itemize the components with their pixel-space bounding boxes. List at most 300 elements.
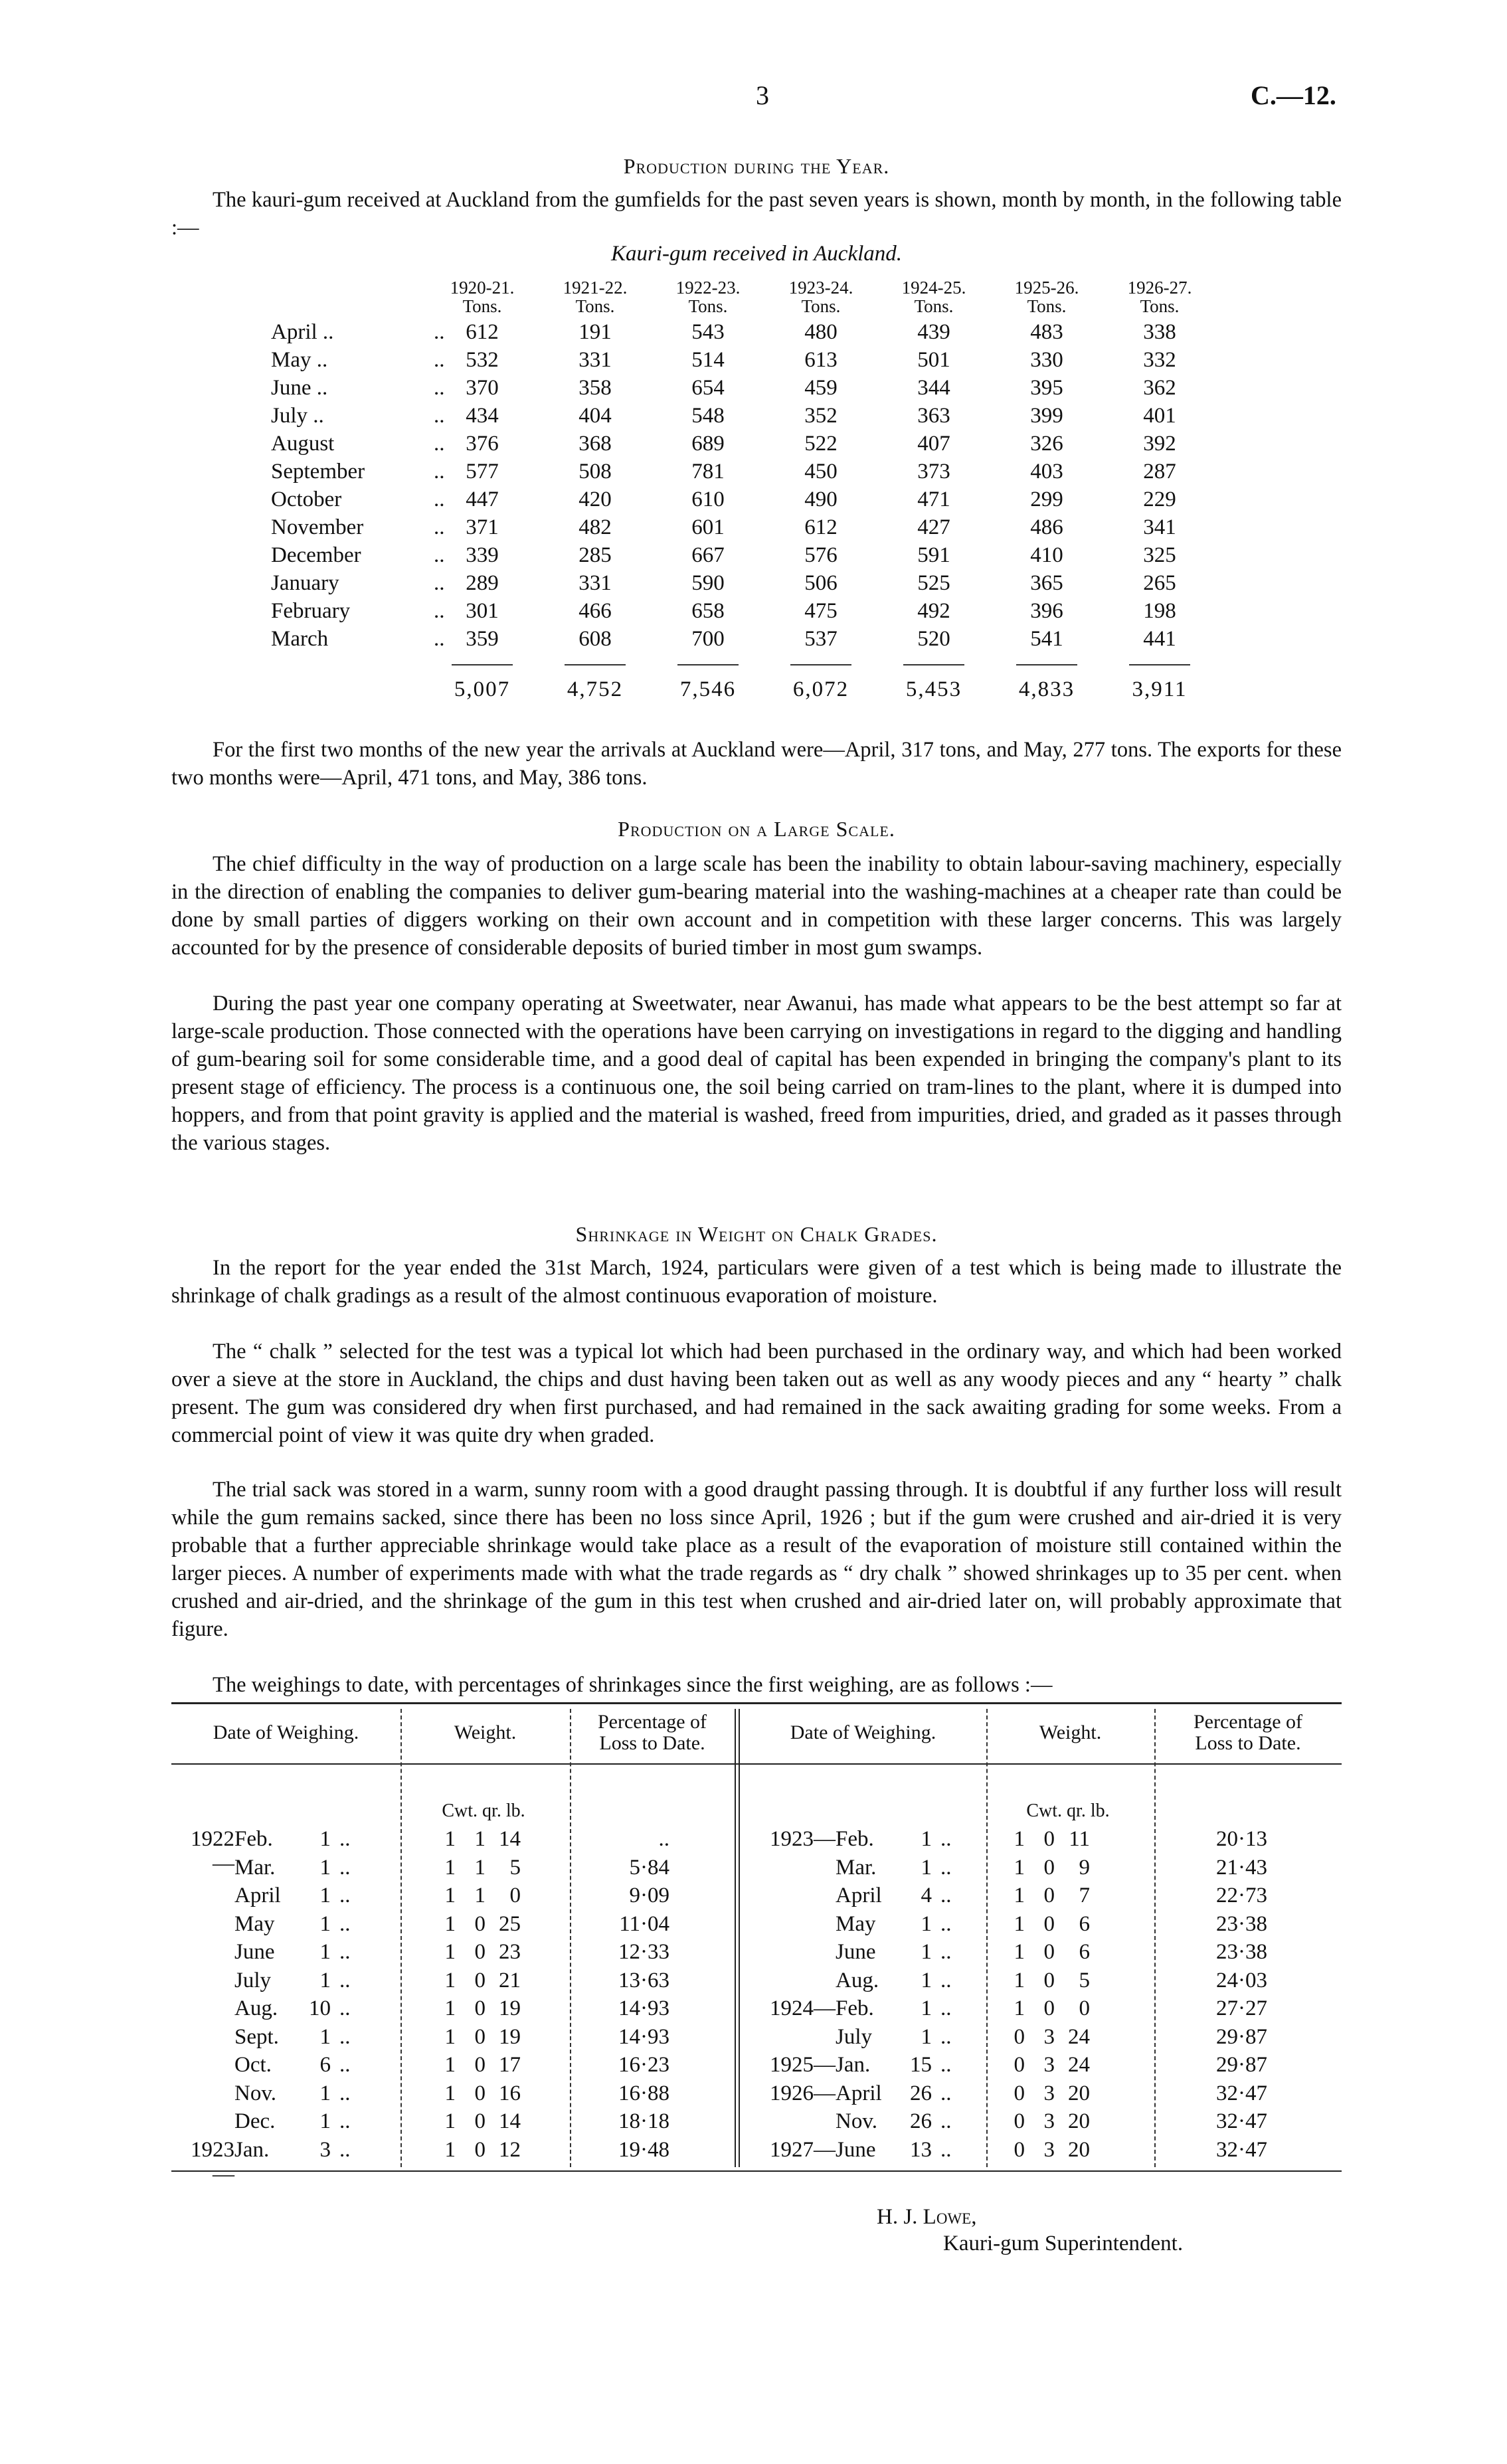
table-cell: 459 [804, 376, 838, 400]
table-top-rule [171, 1702, 1342, 1704]
day-label: 1 [319, 1827, 331, 1851]
paragraph-large-scale-1 [171, 850, 1342, 962]
weight-lb: 14 [499, 1827, 521, 1851]
column-header-unit: Tons. [801, 296, 841, 316]
total-rule [452, 664, 513, 665]
table-cell: 371 [466, 515, 499, 539]
column-header-year: 1926-27. [1127, 278, 1192, 298]
table-cell: 301 [466, 599, 499, 623]
month-label: April [836, 1884, 882, 1907]
table-cell: 289 [466, 571, 499, 595]
weight-lb: 24 [1068, 2024, 1090, 2049]
day-label: 1 [921, 1911, 932, 1936]
weight-qr: 0 [474, 2024, 486, 2049]
weight-qr: 0 [474, 2081, 486, 2105]
table-cell: 447 [466, 487, 499, 511]
percentage-loss: 19·48 [618, 2137, 669, 2162]
weight-lb: 6 [1079, 1940, 1090, 1964]
weight-cwt: 0 [1014, 2081, 1025, 2105]
weight-lb: 23 [499, 1940, 521, 1964]
units-label-right: Cwt. qr. lb. [1026, 1801, 1110, 1821]
day-label: 4 [921, 1884, 932, 1907]
table-cell: 506 [804, 571, 838, 595]
month-label: Feb. [836, 1996, 874, 2020]
leader-dots: .. [434, 404, 445, 428]
total-cell: 6,072 [792, 677, 849, 701]
total-rule [903, 664, 964, 665]
table-cell: 359 [466, 627, 499, 651]
weight-qr: 3 [1043, 2081, 1055, 2105]
table-cell: 608 [578, 627, 612, 651]
day-label: 1 [319, 1968, 331, 1992]
leader-dots: .. [940, 1968, 952, 1992]
table-cell: 299 [1030, 487, 1063, 511]
leader-dots: .. [434, 348, 445, 372]
paragraph-text: The chief difficulty in the way of production on a large scale has been the inability to obtain labour-saving machinery, especially in the direction of enabling the companies to deliver gum-bearing material into the washing-machines at a cheaper rate than could be done by small parties of diggers working on their own account and in competition with these larger concerns. This was largely accounted for by the presence of considerable deposits of buried timber in most gum swamps. [171, 852, 1342, 960]
leader-dots: .. [434, 599, 445, 623]
month-label: Nov. [836, 2109, 877, 2133]
units-label-left: Cwt. qr. lb. [442, 1801, 525, 1821]
day-label: 1 [319, 1940, 331, 1964]
leader-dots: .. [940, 2081, 952, 2105]
table-cell: 331 [578, 348, 612, 372]
day-label: 1 [921, 1996, 932, 2020]
leader-dots: .. [339, 2053, 351, 2077]
table-cell: 368 [578, 432, 612, 456]
section-heading-large-scale: Production on a Large Scale. [618, 817, 895, 841]
table-cell: 475 [804, 599, 838, 623]
table-cell: 482 [578, 515, 612, 539]
month-label: April [836, 2081, 882, 2105]
table-cell: 548 [691, 404, 725, 428]
table-cell: 492 [917, 599, 950, 623]
year-label: 1922— [191, 1827, 234, 1876]
total-cell: 3,911 [1132, 677, 1188, 701]
table-cell: 483 [1030, 320, 1063, 344]
weight-qr: 0 [1043, 1911, 1055, 1936]
table-cell: 330 [1030, 348, 1063, 372]
leader-dots: .. [339, 1968, 351, 1992]
weight-cwt: 0 [1014, 2109, 1025, 2133]
month-label: September [271, 460, 365, 484]
day-label: 26 [910, 2109, 932, 2133]
percentage-loss: 12·33 [618, 1940, 669, 1964]
table-cell: 700 [691, 627, 725, 651]
table-cell: 525 [917, 571, 950, 595]
table-cell: 522 [804, 432, 838, 456]
weighing-row [171, 2081, 1342, 2111]
table-cell: 613 [804, 348, 838, 372]
leader-dots: .. [339, 2024, 351, 2049]
table-cell: 365 [1030, 571, 1063, 595]
paragraph-shrinkage-3 [171, 1476, 1342, 1643]
month-label: March [271, 627, 329, 651]
month-label: Feb. [234, 1827, 273, 1851]
weight-cwt: 0 [1014, 2053, 1025, 2077]
table-cell: 601 [691, 515, 725, 539]
header-text: Percentage of [1193, 1711, 1303, 1733]
leader-dots: .. [940, 1827, 952, 1851]
month-label: April .. [271, 320, 334, 344]
leader-dots: .. [339, 1884, 351, 1907]
table-cell: 198 [1143, 599, 1176, 623]
month-label: Jan. [234, 2137, 270, 2162]
weight-cwt: 1 [444, 1996, 456, 2020]
day-label: 3 [319, 2137, 331, 2162]
leader-dots: .. [339, 1996, 351, 2020]
day-label: 15 [910, 2053, 932, 2077]
month-label: December [271, 543, 361, 567]
column-header-year: 1923-24. [788, 278, 853, 298]
year-label: 1923— [770, 1827, 836, 1851]
day-label: 1 [921, 2024, 932, 2049]
total-cell: 7,546 [679, 677, 737, 701]
year-label: 1923— [191, 2137, 234, 2186]
percentage-loss: 18·18 [618, 2109, 669, 2133]
weight-lb: 20 [1068, 2137, 1090, 2162]
table-cell: 363 [917, 404, 950, 428]
table-cell: 392 [1143, 432, 1176, 456]
leader-dots: .. [434, 627, 445, 651]
total-cell: 5,453 [905, 677, 962, 701]
total-rule [677, 664, 739, 665]
weight-cwt: 1 [444, 2137, 456, 2162]
table-cell: 576 [804, 543, 838, 567]
month-label: June .. [271, 376, 328, 400]
leader-dots: .. [940, 2024, 952, 2049]
table-cell: 610 [691, 487, 725, 511]
percentage-loss: 14·93 [618, 2024, 669, 2049]
weight-cwt: 1 [444, 1911, 456, 1936]
leader-dots: .. [940, 2137, 952, 2162]
day-label: 1 [921, 1855, 932, 1880]
table-cell: 403 [1030, 460, 1063, 484]
table-cell: 537 [804, 627, 838, 651]
percentage-loss: 22·73 [1216, 1884, 1267, 1907]
weight-cwt: 0 [1014, 2024, 1025, 2049]
day-label: 1 [319, 2109, 331, 2133]
table-cell: 373 [917, 460, 950, 484]
table-cell: 466 [578, 599, 612, 623]
table-cell: 654 [691, 376, 725, 400]
weight-qr: 0 [1043, 1827, 1055, 1851]
table-cell: 331 [578, 571, 612, 595]
table-caption: Kauri-gum received in Auckland. [610, 242, 903, 266]
weight-lb: 25 [499, 1911, 521, 1936]
percentage-loss: 27·27 [1216, 1996, 1267, 2020]
month-label: Sept. [234, 2024, 279, 2049]
signature-title: Kauri-gum Superintendent. [943, 2232, 1184, 2255]
day-label: 1 [319, 2081, 331, 2105]
year-label: 1925— [770, 2053, 836, 2077]
percentage-loss: 13·63 [618, 1968, 669, 1992]
month-label: Aug. [836, 1968, 879, 1992]
column-header-unit: Tons. [1027, 296, 1067, 316]
weight-cwt: 1 [1014, 1827, 1025, 1851]
year-label: 1926— [770, 2081, 836, 2105]
weighings-table [171, 1702, 1342, 2186]
weight-lb: 0 [509, 1884, 521, 1907]
leader-dots: .. [434, 571, 445, 595]
month-label: Oct. [234, 2053, 272, 2077]
month-label: October [271, 487, 342, 511]
weight-lb: 0 [1079, 1996, 1090, 2020]
table-cell: 689 [691, 432, 725, 456]
total-cell: 4,752 [567, 677, 624, 701]
weighing-row [171, 2025, 1342, 2054]
paragraph-large-scale-2 [171, 990, 1342, 1157]
weight-qr: 0 [474, 2109, 486, 2133]
day-label: 1 [319, 2024, 331, 2049]
day-label: 1 [319, 1884, 331, 1907]
table-cell: 352 [804, 404, 838, 428]
section-heading-shrinkage: Shrinkage in Weight on Chalk Grades. [575, 1222, 938, 1246]
table-cell: 338 [1143, 320, 1176, 344]
month-label: May [234, 1911, 275, 1936]
column-header-year: 1920-21. [450, 278, 515, 298]
weighing-row [171, 1969, 1342, 1998]
column-header-unit: Tons. [688, 296, 728, 316]
weight-lb: 20 [1068, 2081, 1090, 2105]
leader-dots: .. [940, 1940, 952, 1964]
weight-lb: 20 [1068, 2109, 1090, 2133]
leader-dots: .. [940, 1911, 952, 1936]
table-cell: 612 [804, 515, 838, 539]
table-cell: 781 [691, 460, 725, 484]
column-header-unit: Tons. [1140, 296, 1180, 316]
weight-lb: 17 [499, 2053, 521, 2077]
table-cell: 407 [917, 432, 950, 456]
table-cell: 486 [1030, 515, 1063, 539]
table-cell: 191 [578, 320, 612, 344]
percentage-loss: 20·13 [1216, 1827, 1267, 1851]
weighing-row [171, 1884, 1342, 1913]
percentage-loss: 32·47 [1216, 2137, 1267, 2162]
table-cell: 439 [917, 320, 950, 344]
header-weight-right: Weight. [1039, 1721, 1102, 1743]
day-label: 1 [319, 1911, 331, 1936]
weight-cwt: 1 [1014, 1940, 1025, 1964]
table-cell: 287 [1143, 460, 1176, 484]
signature-name: H. J. Lowe, [877, 2205, 977, 2229]
weight-qr: 3 [1043, 2024, 1055, 2049]
weight-lb: 12 [499, 2137, 521, 2162]
column-header-year: 1924-25. [901, 278, 966, 298]
percentage-loss: 11·04 [619, 1911, 669, 1936]
month-label: Aug. [234, 1996, 278, 2020]
table-cell: 344 [917, 376, 950, 400]
weight-qr: 0 [474, 2053, 486, 2077]
weight-qr: 0 [1043, 1855, 1055, 1880]
percentage-loss: 23·38 [1216, 1911, 1267, 1936]
percentage-loss: 9·09 [629, 1884, 669, 1907]
table-bottom-rule [171, 2170, 1342, 2172]
table-cell: 577 [466, 460, 499, 484]
table-cell: 325 [1143, 543, 1176, 567]
weighing-row [171, 1827, 1342, 1856]
weight-qr: 0 [474, 1940, 486, 1964]
percentage-loss: 16·88 [618, 2081, 669, 2105]
weight-cwt: 0 [1014, 2137, 1025, 2162]
day-label: 10 [309, 1996, 331, 2020]
table-cell: 434 [466, 404, 499, 428]
leader-dots: .. [940, 2053, 952, 2077]
weight-qr: 0 [1043, 1884, 1055, 1907]
leader-dots: .. [339, 1855, 351, 1880]
total-cell: 5,007 [454, 677, 511, 701]
header-weight-left: Weight. [454, 1721, 517, 1743]
column-header-unit: Tons. [462, 296, 502, 316]
month-label: June [836, 2137, 876, 2162]
table-cell: 658 [691, 599, 725, 623]
header-text: Loss to Date. [1195, 1732, 1301, 1754]
leader-dots: .. [434, 432, 445, 456]
leader-dots: .. [940, 1884, 952, 1907]
year-label: 1924— [770, 1996, 836, 2020]
header-date-right: Date of Weighing. [790, 1721, 936, 1743]
leader-dots: .. [339, 1827, 351, 1851]
weight-cwt: 1 [444, 1884, 456, 1907]
weight-qr: 0 [474, 1968, 486, 1992]
total-rule [1016, 664, 1077, 665]
weight-qr: 0 [474, 1911, 486, 1936]
month-label: Mar. [234, 1855, 276, 1880]
weight-qr: 1 [474, 1827, 486, 1851]
total-rule [790, 664, 851, 665]
weight-lb: 11 [1069, 1827, 1090, 1851]
weighing-row [171, 1912, 1342, 1941]
weight-lb: 16 [499, 2081, 521, 2105]
total-rule [1129, 664, 1190, 665]
paragraph-text: The kauri-gum received at Auckland from the gumfields for the past seven years is shown, month by month, in the following table :— [171, 188, 1342, 240]
day-label: 1 [921, 1827, 932, 1851]
table-cell: 590 [691, 571, 725, 595]
weight-lb: 9 [1079, 1855, 1090, 1880]
percentage-loss: 32·47 [1216, 2109, 1267, 2133]
weight-cwt: 1 [444, 1968, 456, 1992]
header-pct-left [570, 1712, 735, 1754]
table-cell: 339 [466, 543, 499, 567]
table-cell: 376 [466, 432, 499, 456]
leader-dots: .. [339, 2081, 351, 2105]
page-number: 3 [756, 80, 769, 110]
day-label: 1 [921, 1940, 932, 1964]
weight-qr: 0 [1043, 1968, 1055, 1992]
day-label: 1 [319, 1855, 331, 1880]
percentage-loss: 24·03 [1216, 1968, 1267, 1992]
table-cell: 441 [1143, 627, 1176, 651]
weight-cwt: 1 [1014, 1968, 1025, 1992]
weight-cwt: 1 [444, 2081, 456, 2105]
leader-dots: .. [434, 376, 445, 400]
weight-cwt: 1 [444, 1827, 456, 1851]
paragraph-intro [171, 186, 1342, 242]
paragraph-text: The “ chalk ” selected for the test was a typical lot which had been purchased in the ordinary way, and which had been worked over a sieve at the store in Auckland, the chips and dust having been taken out as well as any woody pieces and any “ hearty ” chalk present. The gum was considered dry when first purchased, and had remained in the sack awaiting grading for some weeks. From a commercial point of view it was quite dry when graded. [171, 1340, 1342, 1447]
paragraph-text: The weighings to date, with percentages of shrinkages since the first weighing, are as follows :— [213, 1673, 1053, 1697]
table-cell: 396 [1030, 599, 1063, 623]
table-cell: 591 [917, 543, 950, 567]
month-label: Dec. [234, 2109, 276, 2133]
percentage-loss: 32·47 [1216, 2081, 1267, 2105]
header-text: Percentage of [597, 1711, 707, 1733]
weight-cwt: 1 [1014, 1996, 1025, 2020]
table-cell: 543 [691, 320, 725, 344]
month-label: July [836, 2024, 873, 2049]
month-label: May [836, 1911, 876, 1936]
month-label: Nov. [234, 2081, 276, 2105]
table-cell: 404 [578, 404, 612, 428]
table-cell: 427 [917, 515, 950, 539]
column-header-unit: Tons. [575, 296, 615, 316]
weight-cwt: 1 [444, 1940, 456, 1964]
table-cell: 370 [466, 376, 499, 400]
weight-lb: 24 [1068, 2053, 1090, 2077]
table-cell: 480 [804, 320, 838, 344]
table-cell: 541 [1030, 627, 1063, 651]
percentage-loss: 23·38 [1216, 1940, 1267, 1964]
leader-dots: .. [434, 320, 445, 344]
weight-lb: 14 [499, 2109, 521, 2133]
day-label: 13 [910, 2137, 932, 2162]
table-cell: 501 [917, 348, 950, 372]
day-label: 6 [319, 2053, 331, 2077]
weighing-row [171, 1940, 1342, 1969]
paragraph-text: In the report for the year ended the 31st March, 1924, particulars were given of a test which is being made to illustrate the shrinkage of chalk gradings as a result of the almost continuous evaporation of moisture. [171, 1256, 1342, 1308]
total-rule [565, 664, 626, 665]
table-cell: 285 [578, 543, 612, 567]
table-header-rule [171, 1763, 1342, 1765]
leader-dots: .. [434, 543, 445, 567]
weight-lb: 5 [509, 1855, 521, 1880]
weight-lb: 19 [499, 1996, 521, 2020]
leader-dots: .. [339, 2109, 351, 2133]
weight-cwt: 1 [444, 2053, 456, 2077]
weight-lb: 19 [499, 2024, 521, 2049]
table-cell: 401 [1143, 404, 1176, 428]
leader-dots: .. [339, 1940, 351, 1964]
weight-lb: 5 [1079, 1968, 1090, 1992]
table-cell: 520 [917, 627, 950, 651]
weighing-row [171, 1856, 1342, 1885]
table-cell: 341 [1143, 515, 1176, 539]
column-header-year: 1921-22. [563, 278, 628, 298]
percentage-loss: 5·84 [629, 1855, 669, 1880]
total-cell: 4,833 [1018, 677, 1075, 701]
column-header-year: 1922-23. [675, 278, 741, 298]
weighing-row [171, 2053, 1342, 2082]
weight-lb: 7 [1079, 1884, 1090, 1907]
month-label: Mar. [836, 1855, 877, 1880]
weight-lb: 6 [1079, 1911, 1090, 1936]
weight-cwt: 1 [444, 2109, 456, 2133]
table-cell: 265 [1143, 571, 1176, 595]
weight-qr: 0 [474, 2137, 486, 2162]
leader-dots: .. [434, 487, 445, 511]
section-heading-production-year: Production during the Year. [623, 154, 890, 178]
percentage-loss: 14·93 [618, 1996, 669, 2020]
weight-qr: 3 [1043, 2053, 1055, 2077]
table-cell: 410 [1030, 543, 1063, 567]
table-cell: 514 [691, 348, 725, 372]
weight-qr: 3 [1043, 2109, 1055, 2133]
weighing-row [171, 1996, 1342, 2026]
table-cell: 362 [1143, 376, 1176, 400]
paragraph-shrinkage-1 [171, 1254, 1342, 1310]
weight-cwt: 1 [1014, 1855, 1025, 1880]
leader-dots: .. [434, 515, 445, 539]
header-text: Loss to Date. [599, 1732, 705, 1754]
table-cell: 399 [1030, 404, 1063, 428]
